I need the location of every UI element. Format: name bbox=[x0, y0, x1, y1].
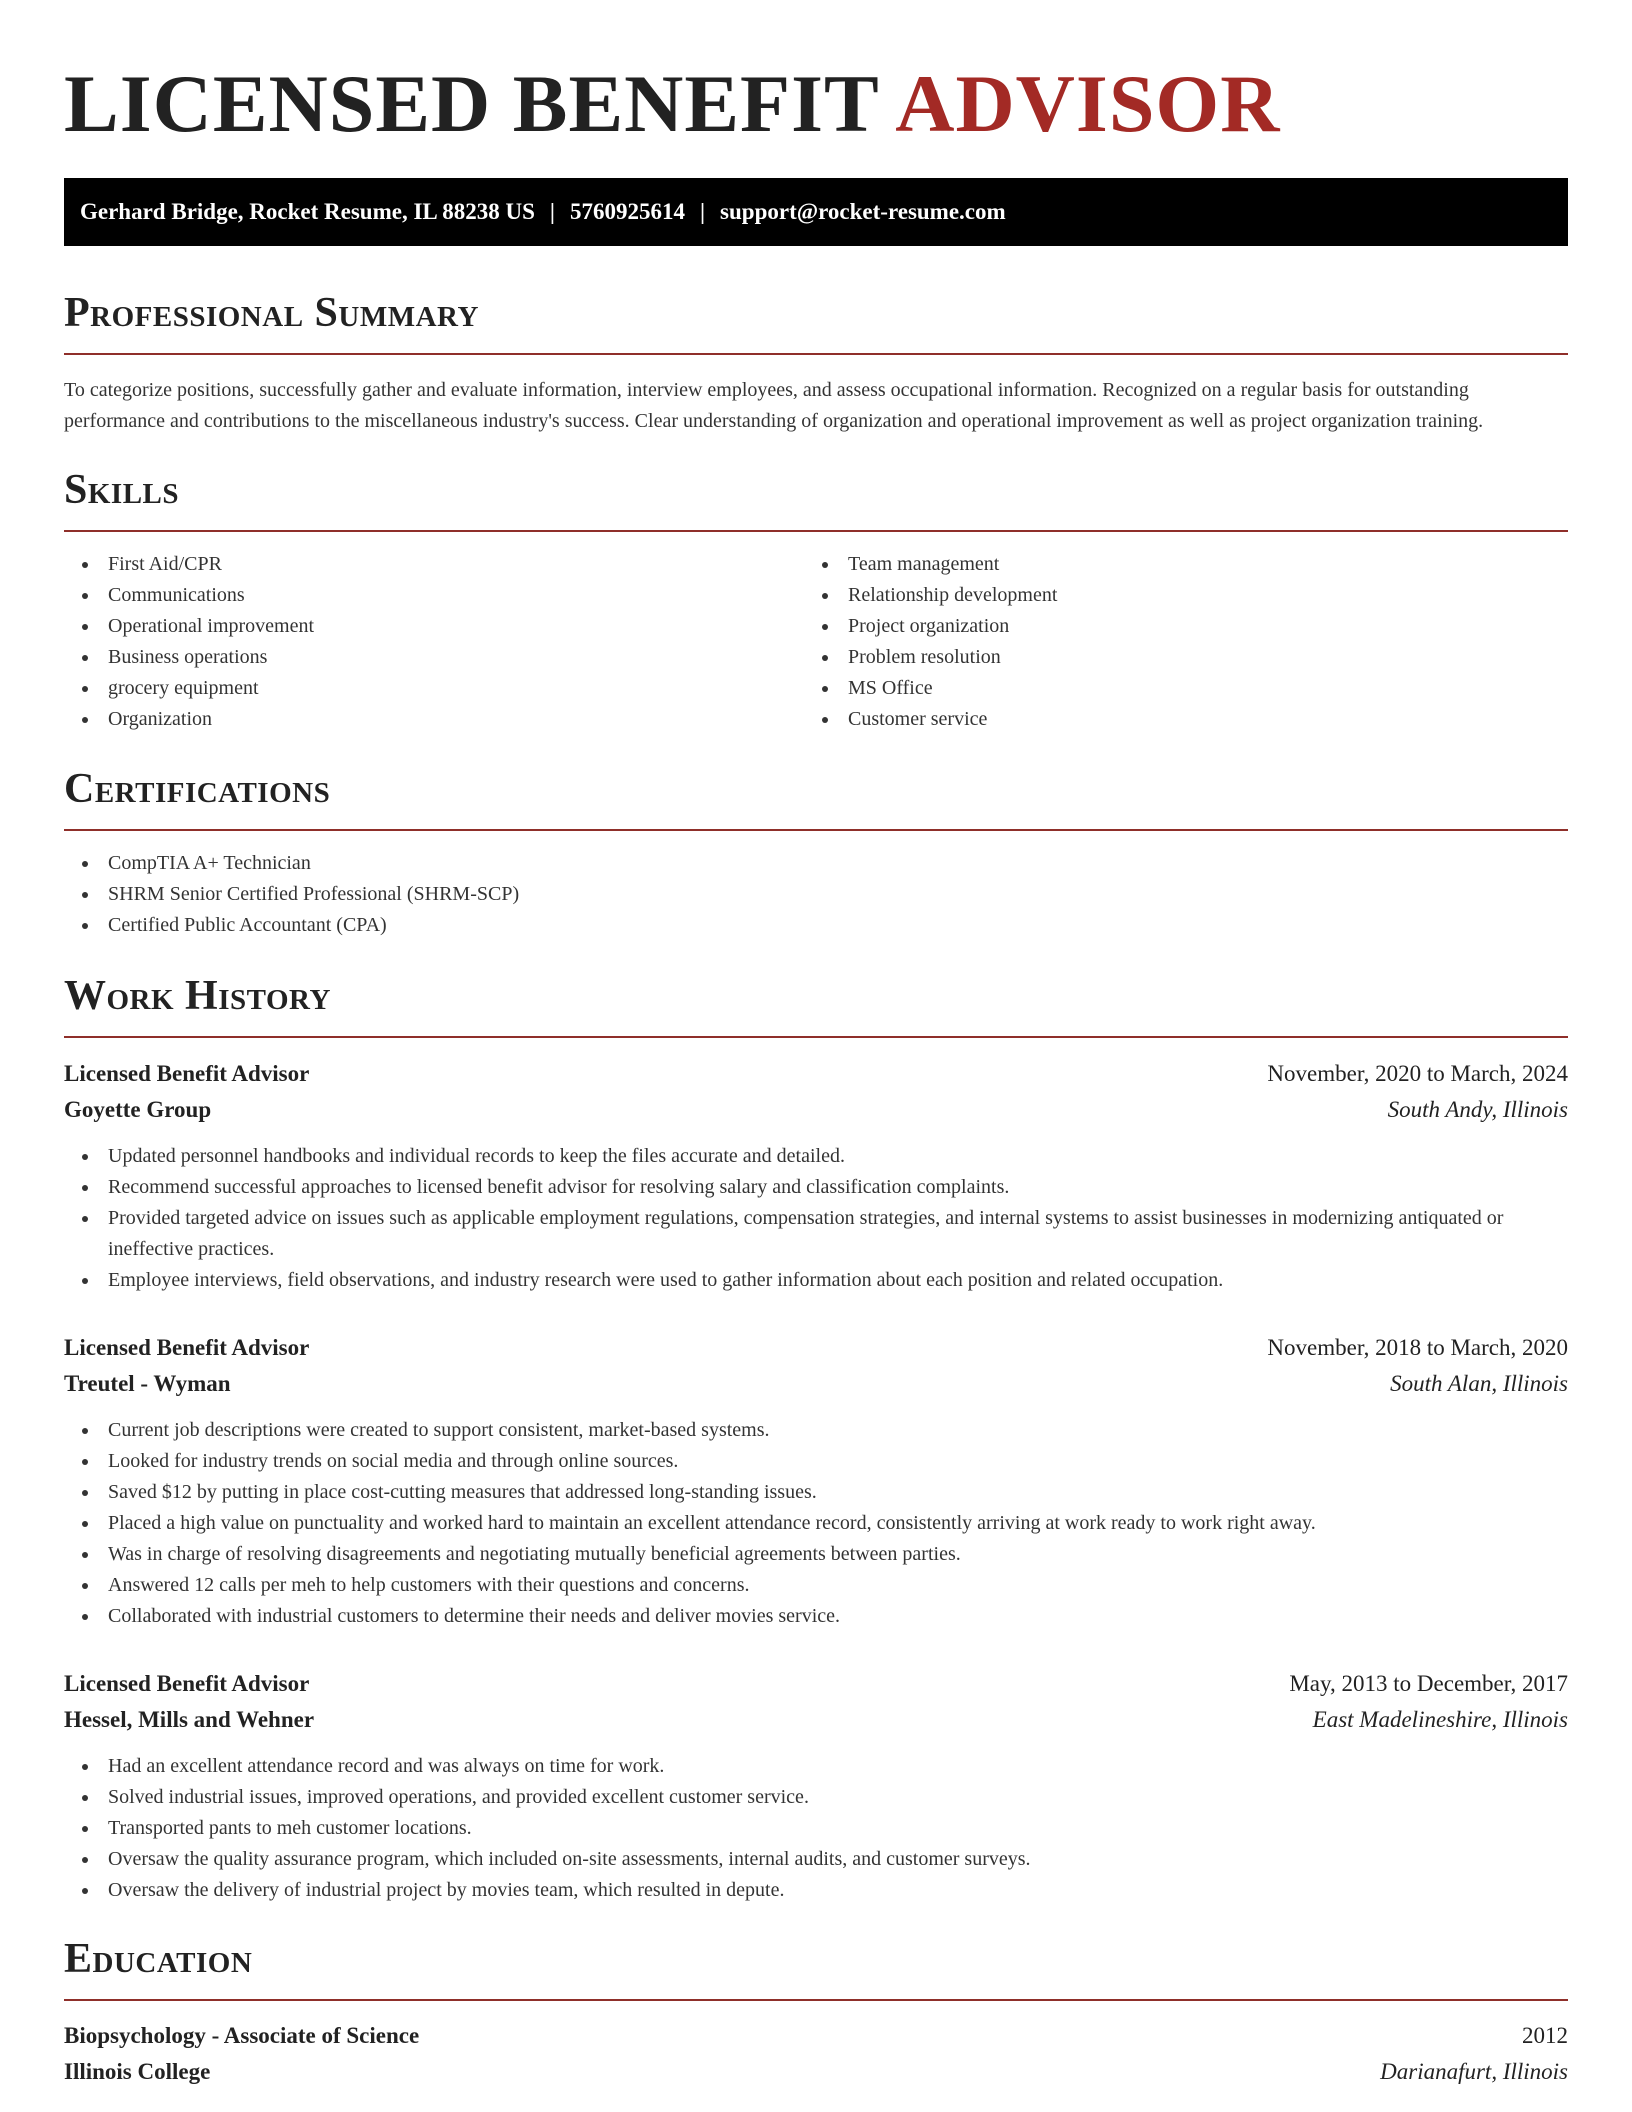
skills-section bbox=[64, 465, 1568, 735]
job-company: Hessel, Mills and Wehner bbox=[64, 1707, 315, 1732]
education-section bbox=[64, 1934, 1568, 2090]
skill-item: grocery equipment bbox=[64, 673, 804, 704]
job-dates: November, 2020 to March, 2024 bbox=[1267, 1061, 1568, 1086]
job-header-row bbox=[64, 1330, 1568, 1366]
job-bullets bbox=[64, 1415, 1568, 1632]
job-bullet: Oversaw the delivery of industrial project by movies team, which resulted in depute. bbox=[64, 1875, 1568, 1906]
job-entry bbox=[64, 1056, 1568, 1296]
education-entry bbox=[64, 2018, 1568, 2090]
contact-address: Gerhard Bridge, Rocket Resume, IL 88238 US bbox=[80, 199, 535, 224]
job-location: South Andy, Illinois bbox=[1387, 1097, 1568, 1122]
job-title: Licensed Benefit Advisor bbox=[64, 1335, 310, 1360]
job-location: East Madelineshire, Illinois bbox=[1312, 1707, 1568, 1732]
education-location: Darianafurt, Illinois bbox=[1380, 2059, 1568, 2084]
contact-phone: 5760925614 bbox=[569, 199, 685, 224]
job-bullet: Solved industrial issues, improved operations, and provided excellent customer service. bbox=[64, 1782, 1568, 1813]
certification-item: SHRM Senior Certified Professional (SHRM-SCP) bbox=[64, 879, 1568, 910]
job-bullet: Employee interviews, field observations, and industry research were used to gather information about each position and related occupation. bbox=[64, 1265, 1568, 1296]
job-dates: November, 2018 to March, 2020 bbox=[1267, 1335, 1568, 1360]
skill-item: Communications bbox=[64, 580, 804, 611]
section-divider bbox=[64, 353, 1568, 355]
job-bullet: Had an excellent attendance record and was always on time for work. bbox=[64, 1751, 1568, 1782]
skill-item: Organization bbox=[64, 704, 804, 735]
certifications-section bbox=[64, 764, 1568, 941]
section-divider bbox=[64, 530, 1568, 532]
skill-item: Operational improvement bbox=[64, 611, 804, 642]
job-company-row bbox=[64, 1702, 1568, 1738]
skill-item: MS Office bbox=[804, 673, 1544, 704]
job-company: Treutel - Wyman bbox=[64, 1371, 231, 1396]
skill-item: Relationship development bbox=[804, 580, 1544, 611]
job-bullet: Oversaw the quality assurance program, which included on-site assessments, internal audits, and customer surveys. bbox=[64, 1844, 1568, 1875]
job-bullet: Collaborated with industrial customers to determine their needs and deliver movies service. bbox=[64, 1601, 1568, 1632]
resume-title bbox=[64, 56, 1568, 152]
job-entry bbox=[64, 1330, 1568, 1632]
skills-list-right bbox=[804, 549, 1544, 735]
job-bullet: Answered 12 calls per meh to help customers with their questions and concerns. bbox=[64, 1570, 1568, 1601]
work-history-section bbox=[64, 971, 1568, 1906]
certification-item: CompTIA A+ Technician bbox=[64, 848, 1568, 879]
skill-item: Customer service bbox=[804, 704, 1544, 735]
title-accent: ADVISOR bbox=[895, 58, 1281, 149]
education-school-row bbox=[64, 2054, 1568, 2090]
section-heading-certifications: Certifications bbox=[64, 766, 331, 812]
job-title: Licensed Benefit Advisor bbox=[64, 1671, 310, 1696]
skill-item: Problem resolution bbox=[804, 642, 1544, 673]
resume-page bbox=[64, 0, 1568, 2090]
job-dates: May, 2013 to December, 2017 bbox=[1289, 1671, 1568, 1696]
job-header-row bbox=[64, 1666, 1568, 1702]
section-divider bbox=[64, 1999, 1568, 2001]
job-company: Goyette Group bbox=[64, 1097, 212, 1122]
job-bullet: Updated personnel handbooks and individual records to keep the files accurate and detailed. bbox=[64, 1141, 1568, 1172]
job-bullet: Current job descriptions were created to support consistent, market-based systems. bbox=[64, 1415, 1568, 1446]
job-location: South Alan, Illinois bbox=[1390, 1371, 1568, 1396]
education-year: 2012 bbox=[1522, 2023, 1568, 2048]
skills-list-left bbox=[64, 549, 804, 735]
job-entry bbox=[64, 1666, 1568, 1906]
job-bullet: Was in charge of resolving disagreements and negotiating mutually beneficial agreements between parties. bbox=[64, 1539, 1568, 1570]
section-divider bbox=[64, 1036, 1568, 1038]
education-school: Illinois College bbox=[64, 2059, 211, 2084]
job-title: Licensed Benefit Advisor bbox=[64, 1061, 310, 1086]
job-bullet: Saved $12 by putting in place cost-cutting measures that addressed long-standing issues. bbox=[64, 1477, 1568, 1508]
skill-item: Team management bbox=[804, 549, 1544, 580]
summary-section bbox=[64, 288, 1568, 437]
section-divider bbox=[64, 829, 1568, 831]
job-company-row bbox=[64, 1092, 1568, 1128]
summary-text: To categorize positions, successfully gather and evaluate information, interview employees, and assess occupational information. Recognized on a regular basis for outstanding performance and contributions to the miscellaneous industry's success. Clear understanding of organization and operational improvement as well as project organization training. bbox=[64, 379, 1484, 432]
section-heading-work-history: Work History bbox=[64, 973, 331, 1019]
contact-separator: | bbox=[549, 199, 555, 224]
skill-item: Project organization bbox=[804, 611, 1544, 642]
education-degree: Biopsychology - Associate of Science bbox=[64, 2023, 420, 2048]
contact-email[interactable]: support@rocket-resume.com bbox=[720, 199, 1006, 224]
job-bullet: Provided targeted advice on issues such as applicable employment regulations, compensation strategies, and internal systems to assist businesses in modernizing antiquated or ineffective practices. bbox=[64, 1203, 1568, 1265]
section-heading-skills: Skills bbox=[64, 467, 180, 513]
certification-item: Certified Public Accountant (CPA) bbox=[64, 910, 1568, 941]
job-company-row bbox=[64, 1366, 1568, 1402]
job-bullets bbox=[64, 1751, 1568, 1906]
job-bullets bbox=[64, 1141, 1568, 1296]
section-heading-education: Education bbox=[64, 1936, 253, 1982]
job-bullet: Transported pants to meh customer locations. bbox=[64, 1813, 1568, 1844]
skill-item: Business operations bbox=[64, 642, 804, 673]
skill-item: First Aid/CPR bbox=[64, 549, 804, 580]
job-bullet: Placed a high value on punctuality and worked hard to maintain an excellent attendance record, consistently arriving at work ready to work right away. bbox=[64, 1508, 1568, 1539]
contact-separator: | bbox=[699, 199, 706, 224]
title-main: LICENSED BENEFIT bbox=[64, 58, 879, 149]
section-heading-summary: Professional Summary bbox=[64, 290, 479, 336]
education-header-row bbox=[64, 2018, 1568, 2054]
job-bullet: Recommend successful approaches to licensed benefit advisor for resolving salary and classification complaints. bbox=[64, 1172, 1568, 1203]
skills-grid bbox=[64, 549, 1568, 735]
certifications-list bbox=[64, 848, 1568, 941]
job-header-row bbox=[64, 1056, 1568, 1092]
job-bullet: Looked for industry trends on social media and through online sources. bbox=[64, 1446, 1568, 1477]
contact-bar bbox=[64, 178, 1568, 246]
